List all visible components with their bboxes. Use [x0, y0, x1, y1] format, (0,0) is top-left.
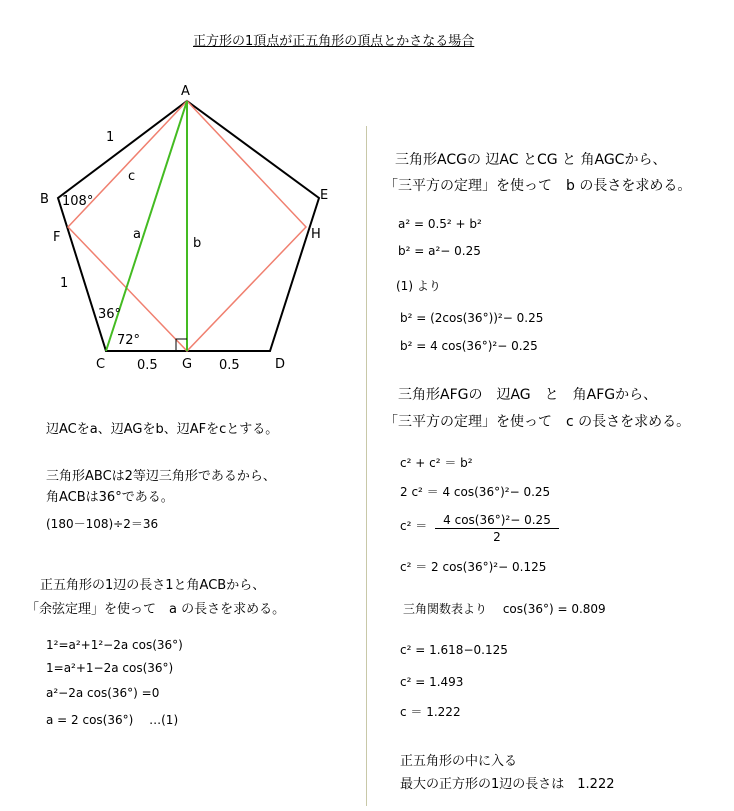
- isosceles-line-1: 三角形ABCは2等辺三角形であるから、: [46, 469, 276, 484]
- equation-b-2: b² = a²− 0.25: [398, 244, 481, 258]
- page-title: 正方形の1頂点が正五角形の頂点とかさなる場合: [193, 34, 475, 49]
- equation-b-1: a² = 0.5² + b²: [398, 217, 482, 231]
- cosine-intro-2: 「余弦定理」を使って a の長さを求める。: [26, 602, 286, 617]
- label-seg-gd: 0.5: [219, 358, 240, 373]
- vertex-c: C: [96, 357, 106, 372]
- column-divider: [366, 126, 367, 806]
- pythagoras-b-intro-1: 三角形ACGの 辺AC とCG と 角AGCから、: [395, 152, 667, 168]
- label-side-bc: 1: [60, 276, 69, 291]
- equation-c-2: 2 c² ＝ 4 cos(36°)²− 0.25: [400, 485, 551, 499]
- vertex-f: F: [53, 230, 61, 245]
- equation-4: a = 2 cos(36°) …(1): [46, 713, 179, 727]
- label-c: c: [128, 169, 136, 184]
- definition-text: 辺ACをa、辺AGをb、辺AFをcとする。: [46, 422, 279, 437]
- equation-1: 1²=a²+1²−2a cos(36°): [46, 638, 183, 652]
- equation-c-1: c² + c² ＝ b²: [400, 456, 473, 470]
- vertex-g: G: [182, 357, 193, 372]
- label-side-ab: 1: [106, 130, 115, 145]
- equation-b-4: b² = 4 cos(36°)²− 0.25: [400, 339, 538, 353]
- label-a: a: [133, 227, 141, 242]
- pythagoras-c-intro-2: 「三平方の定理」を使って c の長さを求める。: [384, 414, 691, 430]
- pythagoras-b-intro-2: 「三平方の定理」を使って b の長さを求める。: [384, 178, 692, 194]
- equation-c-7: c ＝ 1.222: [400, 705, 461, 719]
- conclusion-line-2: 最大の正方形の1辺の長さは 1.222: [400, 777, 615, 792]
- label-seg-cg: 0.5: [137, 358, 158, 373]
- equation-c-3-lhs: c² ＝: [400, 519, 428, 533]
- equation-c-3-fraction: [435, 513, 559, 544]
- conclusion-line-1: 正五角形の中に入る: [400, 754, 518, 769]
- cosine-intro-1: 正五角形の1辺の長さ1と角ACBから、: [40, 578, 266, 593]
- fraction-numerator: 4 cos(36°)²− 0.25: [435, 513, 559, 529]
- vertex-a: A: [181, 84, 190, 99]
- equation-c-4: c² ＝ 2 cos(36°)²− 0.125: [400, 560, 547, 574]
- label-angle-c1: 36°: [98, 307, 122, 322]
- vertex-d: D: [275, 357, 286, 372]
- vertex-b: B: [40, 192, 49, 207]
- equation-b-3: b² = (2cos(36°))²− 0.25: [400, 311, 544, 325]
- label-angle-c2: 72°: [117, 333, 141, 348]
- vertex-h: H: [311, 227, 321, 242]
- isosceles-line-2: 角ACBは36°である。: [46, 490, 174, 505]
- equation-2: 1=a²+1−2a cos(36°): [46, 661, 174, 675]
- equation-c-6: c² = 1.493: [400, 675, 464, 689]
- label-b: b: [193, 236, 202, 251]
- fraction-denominator: 2: [493, 530, 501, 544]
- equation-c-5: c² = 1.618−0.125: [400, 643, 508, 657]
- pythagoras-c-intro-1: 三角形AFGの 辺AG と 角AFGから、: [398, 387, 658, 403]
- angle-calculation: (180－108)÷2＝36: [46, 517, 159, 531]
- equation-3: a²−2a cos(36°) =0: [46, 686, 160, 700]
- trig-table-value: 三角関数表より cos(36°) = 0.809: [403, 602, 606, 616]
- from-equation-1: (1) より: [396, 279, 441, 293]
- label-angle-b: 108°: [62, 194, 94, 209]
- vertex-e: E: [320, 188, 329, 203]
